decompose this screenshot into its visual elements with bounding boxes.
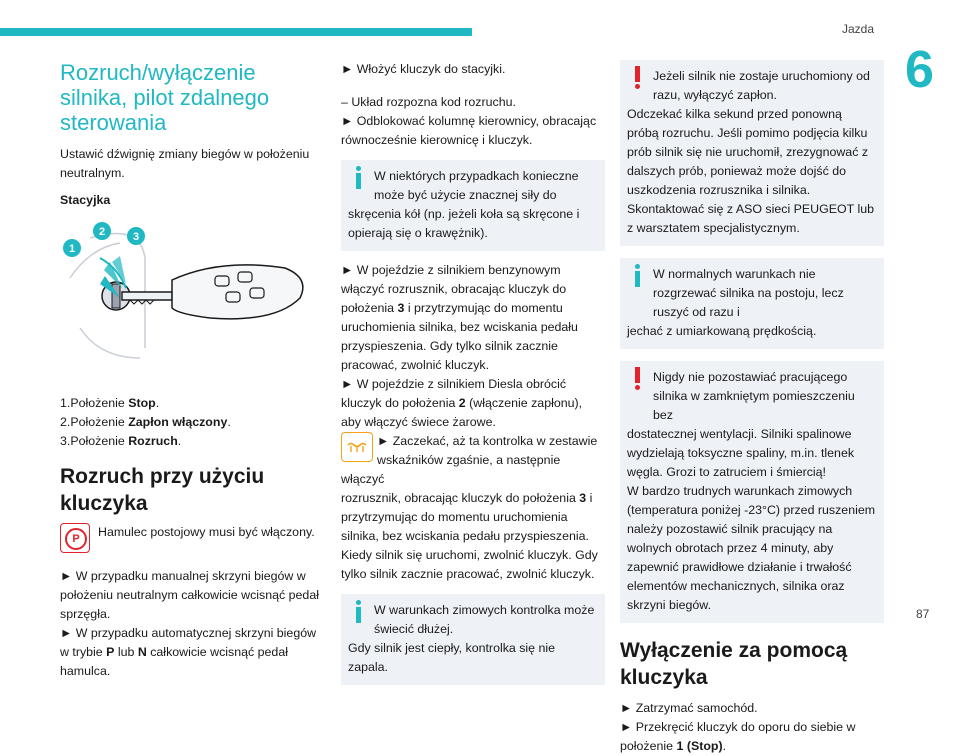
section-title-start: Rozruch przy użyciu kluczyka — [60, 465, 265, 515]
ignition-heading: Stacyjka — [60, 193, 111, 207]
svg-text:3: 3 — [132, 231, 140, 243]
auto-gearbox-text: ► W przypadku automatycznej skrzyni biegów w trybie P lub N całkowicie wcisnąć pedał hamulca. — [60, 626, 317, 678]
intro-text: Ustawić dźwignię zmiany biegów w położeniu neutralnym. — [60, 147, 310, 180]
position-item: 2.Położenie Zapłon włączony. — [60, 415, 231, 429]
stop-step-1: ► Zatrzymać samochód. — [620, 701, 758, 715]
system-code-text: – Układ rozpozna kod rozruchu. — [341, 95, 516, 109]
chapter-name: Jazda — [841, 22, 874, 36]
warning-box-2: Nigdy nie pozostawiać pracującego silnika w zamkniętym pomieszczeniu bez dostatecznej wentylacji. Silniki spalinowe wydzielają toksyczne spaliny, m.in. tlenek węgla. Grozi to zatruciem i śmiercią! W bardzo trudnych warunkach zimowych (temperatura poniżej -23°C) przed ruszeniem należy pozostawić silnik pracujący na wolnych obrotach przez 4 minuty, aby zapewnić prawidłowe działanie i trwałość elementów mechanicznych, silnika oraz skrzyni biegów. — [620, 361, 884, 623]
svg-text:2: 2 — [98, 226, 106, 238]
callout-3 — [127, 227, 145, 245]
position-item: 1.Położenie Stop. — [60, 396, 160, 410]
section-title-stop: Wyłączenie za pomocą kluczyka — [620, 639, 848, 689]
positions-list — [60, 394, 326, 451]
warning-icon — [632, 66, 642, 90]
page-number: 87 — [916, 607, 930, 621]
ignition-figure — [60, 218, 326, 368]
info-icon — [632, 264, 642, 288]
page-title: Rozruch/wyłączenie silnika, pilot zdalnego sterowania — [60, 60, 270, 135]
position-item: 3.Położenie Rozruch. — [60, 434, 182, 448]
stop-step-2: ► Przekręcić kluczyk do oporu do siebie w położenie 1 (Stop). — [620, 720, 856, 753]
petrol-text: ► W pojeździe z silnikiem benzynowym włączyć rozrusznik, obracając kluczyk do położenia 3 i przytrzymując do momentu uruchomienia silnika, bez wciskania pedału przyspieszenia. Gdy tylko silnik zacznie pracować, zwolnić kluczyk. — [341, 263, 578, 372]
column-3 — [620, 60, 884, 756]
info-box-1: W niektórych przypadkach konieczne może być użycie znacznej siły do skręcenia kół (np. jeżeli koła są skręcone i opierają się o krawężnik). — [341, 160, 605, 251]
callout-2 — [93, 222, 111, 240]
manual-gearbox-text: ► W przypadku manualnej skrzyni biegów w położeniu neutralnym całkowicie wcisnąć pedał sprzęgła. — [60, 569, 319, 621]
column-2 — [341, 60, 605, 685]
chapter-bar — [0, 28, 472, 36]
warning-icon — [632, 367, 642, 391]
key-blade — [122, 292, 172, 300]
callout-1 — [63, 239, 81, 257]
insert-key-text: ► Włożyć kluczyk do stacyjki. — [341, 62, 506, 76]
warning-box-1: Jeżeli silnik nie zostaje uruchomiony od razu, wyłączyć zapłon. Odczekać kilka sekund przed ponowną próbą rozruchu. Jeśli pomimo podjęcia kilku prób silnik się nie uruchomił, zrezygnować z dalszych prób, ponieważ może dojść do uszkodzenia rozrusznika i silnika. Skontaktować się z ASO sieci PEUGEOT lub z warsztatem specjalistycznym. — [620, 60, 884, 246]
glow-plug-icon — [341, 432, 373, 462]
brake-note: P Hamulec postojowy musi być włączony. — [60, 523, 326, 553]
info-icon — [353, 600, 363, 624]
diesel-text: ► W pojeździe z silnikiem Diesla obrócić kluczyk do położenia 2 (włączenie zapłonu), aby włączyć świece żarowe. — [341, 377, 583, 429]
parking-brake-icon: P — [60, 523, 90, 553]
info-box-2: W warunkach zimowych kontrolka może świecić dłużej. Gdy silnik jest ciepły, kontrolka się nie zapala. — [341, 594, 605, 685]
info-icon — [353, 166, 363, 190]
column-1 — [60, 60, 326, 681]
chapter-number: 6 — [905, 41, 934, 99]
unlock-text: ► Odblokować kolumnę kierownicy, obracając równocześnie kierownicę i kluczyk. — [341, 114, 597, 147]
info-box-3: W normalnych warunkach nie rozgrzewać silnika na postoju, lecz ruszyć od razu i jechać z umiarkowaną prędkością. — [620, 258, 884, 349]
svg-text:1: 1 — [68, 243, 76, 255]
glow-continue-text: rozrusznik, obracając kluczyk do położenia 3 i przytrzymując do momentu uruchomienia silnika, bez wciskania pedału przyspieszenia. Kiedy silnik się uruchomi, zwolnić kluczyk. Gdy tylko silnik zacznie pracować, zwolnić kluczyk. — [341, 491, 598, 581]
glow-plug-note: ► Zaczekać, aż ta kontrolka w zestawie wskaźników zgaśnie, a następnie włączyć — [341, 434, 598, 486]
